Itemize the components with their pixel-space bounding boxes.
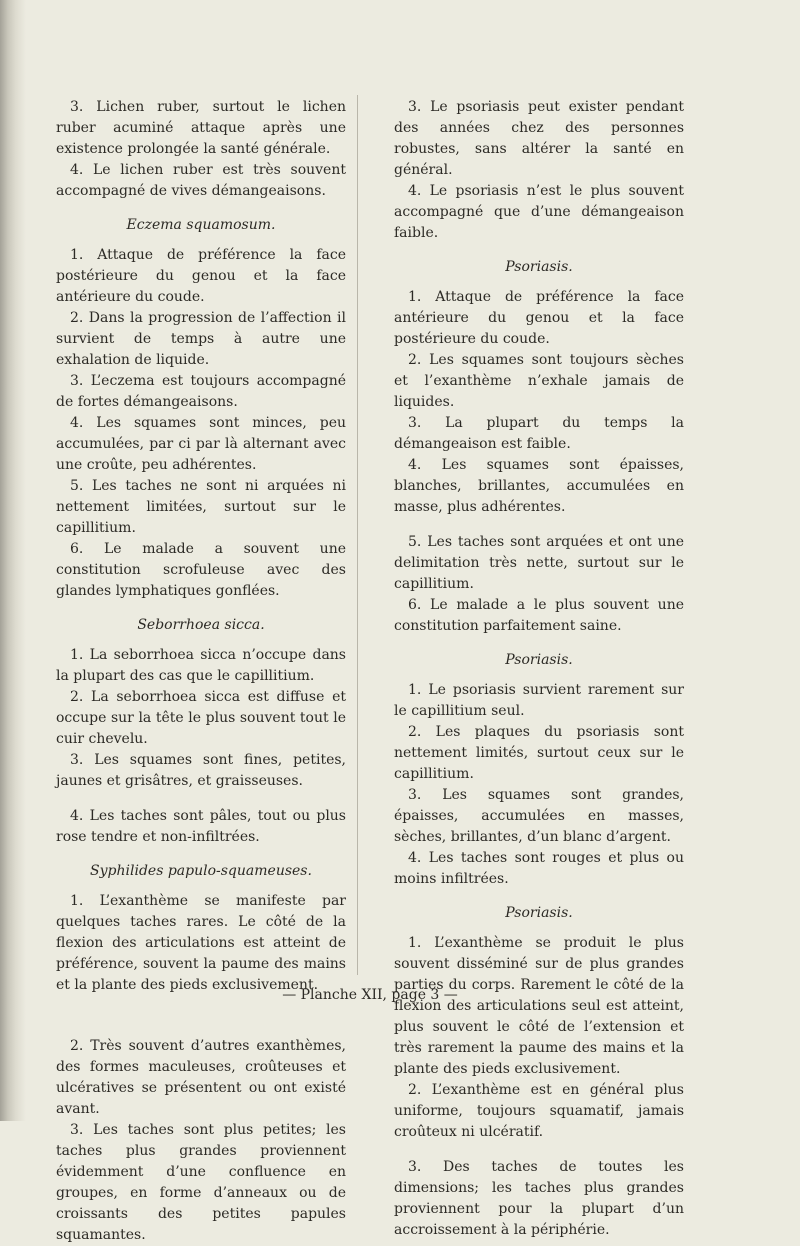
seborrhoea-heading: Seborrhoea sicca. bbox=[137, 617, 265, 633]
column-divider bbox=[357, 95, 358, 975]
eczema-point-2: 2. Dans la progression de l’affection il survient de temps à autre une exhalation de liquide. bbox=[56, 310, 346, 368]
syphilides-point-1: 1. L’exanthème se manifeste par quelques taches rares. Le côté de la flexion des articulations est atteint de préférence, souvent la paume des mains et la plante des pieds exclusivement. bbox=[56, 893, 346, 993]
psoriasis-a-point-1: 1. Attaque de préférence la face antérieure du genou et la face postérieure du coude. bbox=[394, 289, 684, 347]
eczema-point-4: 4. Les squames sont minces, peu accumulées, par ci par là alternant avec une croûte, peu adhérentes. bbox=[56, 415, 346, 473]
psoriasis-intro-point-3: 3. Le psoriasis peut exister pendant des années chez des personnes robustes, sans altérer la santé en général. bbox=[394, 99, 684, 178]
seborrhoea-point-4: 4. Les taches sont pâles, tout ou plus rose tendre et non-infiltrées. bbox=[56, 808, 346, 845]
psoriasis-a-point-5: 5. Les taches sont arquées et ont une delimitation très nette, surtout sur le capillitium. bbox=[394, 534, 684, 592]
seborrhoea-point-2: 2. La seborrhoea sicca est diffuse et occupe sur la tête le plus souvent tout le cuir chevelu. bbox=[56, 689, 346, 747]
eczema-heading: Eczema squamosum. bbox=[126, 217, 276, 233]
psoriasis-c-point-3: 3. Des taches de toutes les dimensions; les taches plus grandes proviennent pour la plupart d’un accroissement à la périphérie. bbox=[394, 1159, 684, 1238]
left-column bbox=[56, 97, 346, 1246]
eczema-point-1: 1. Attaque de préférence la face postérieure du genou et la face antérieure du coude. bbox=[56, 247, 346, 305]
syphilides-point-2: 2. Très souvent d’autres exanthèmes, des formes maculeuses, croûteuses et ulcératives se présentent ou ont existé avant. bbox=[56, 1038, 346, 1117]
page-binding-edge bbox=[0, 0, 26, 1121]
eczema-point-5: 5. Les taches ne sont ni arquées ni nettement limitées, surtout sur le capillitium. bbox=[56, 478, 346, 536]
eczema-point-6: 6. Le malade a souvent une constitution scrofuleuse avec des glandes lymphatiques gonflées. bbox=[56, 541, 346, 599]
psoriasis-b-point-1: 1. Le psoriasis survient rarement sur le capillitium seul. bbox=[394, 682, 684, 719]
syphilides-heading: Syphilides papulo-squameuses. bbox=[90, 863, 312, 879]
seborrhoea-point-3: 3. Les squames sont fines, petites, jaunes et grisâtres, et graisseuses. bbox=[56, 752, 346, 789]
seborrhoea-point-1: 1. La seborrhoea sicca n’occupe dans la plupart des cas que le capillitium. bbox=[56, 647, 346, 684]
psoriasis-a-point-4: 4. Les squames sont épaisses, blanches, brillantes, accumulées en masse, plus adhérentes. bbox=[394, 457, 684, 515]
psoriasis-c-point-1: 1. L’exanthème se produit le plus souvent disséminé sur de plus grandes parties du corps. Rarement le côté de la flexion des articulations seul est atteint, plus souvent le côté de l’extension et très rarement la paume des mains et la plante des pieds exclusivement. bbox=[394, 935, 684, 1077]
psoriasis-heading-3: Psoriasis. bbox=[505, 905, 573, 921]
psoriasis-a-point-6: 6. Le malade a le plus souvent une constitution parfaitement saine. bbox=[394, 597, 684, 634]
psoriasis-c-point-2: 2. L’exanthème est en général plus uniforme, toujours squamatif, jamais croûteux ni ulcératif. bbox=[394, 1082, 684, 1140]
syphilides-point-3: 3. Les taches sont plus petites; les taches plus grandes proviennent évidemment d’une confluence en groupes, en forme d’anneaux ou de croissants des petites papules squamantes. bbox=[56, 1122, 346, 1243]
psoriasis-b-point-2: 2. Les plaques du psoriasis sont nettement limités, surtout ceux sur le capillitium. bbox=[394, 724, 684, 782]
psoriasis-a-point-3: 3. La plupart du temps la démangeaison est faible. bbox=[394, 415, 684, 452]
psoriasis-intro-point-4: 4. Le psoriasis n’est le plus souvent accompagné que d’une démangeaison faible. bbox=[394, 183, 684, 241]
psoriasis-heading-1: Psoriasis. bbox=[505, 259, 573, 275]
lichen-point-4: 4. Le lichen ruber est très souvent accompagné de vives démangeaisons. bbox=[56, 162, 346, 199]
eczema-point-3: 3. L’eczema est toujours accompagné de fortes démangeaisons. bbox=[56, 373, 346, 410]
right-column bbox=[394, 97, 684, 1241]
psoriasis-heading-2: Psoriasis. bbox=[505, 652, 573, 668]
lichen-point-3: 3. Lichen ruber, surtout le lichen ruber acuminé attaque après une existence prolongée la santé générale. bbox=[56, 99, 346, 157]
psoriasis-b-point-3: 3. Les squames sont grandes, épaisses, accumulées en masses, sèches, brillantes, d’un blanc d’argent. bbox=[394, 787, 684, 845]
psoriasis-b-point-4: 4. Les taches sont rouges et plus ou moins infiltrées. bbox=[394, 850, 684, 887]
psoriasis-a-point-2: 2. Les squames sont toujours sèches et l’exanthème n’exhale jamais de liquides. bbox=[394, 352, 684, 410]
page-footer: — Planche XII, page 3 — bbox=[282, 987, 458, 1003]
